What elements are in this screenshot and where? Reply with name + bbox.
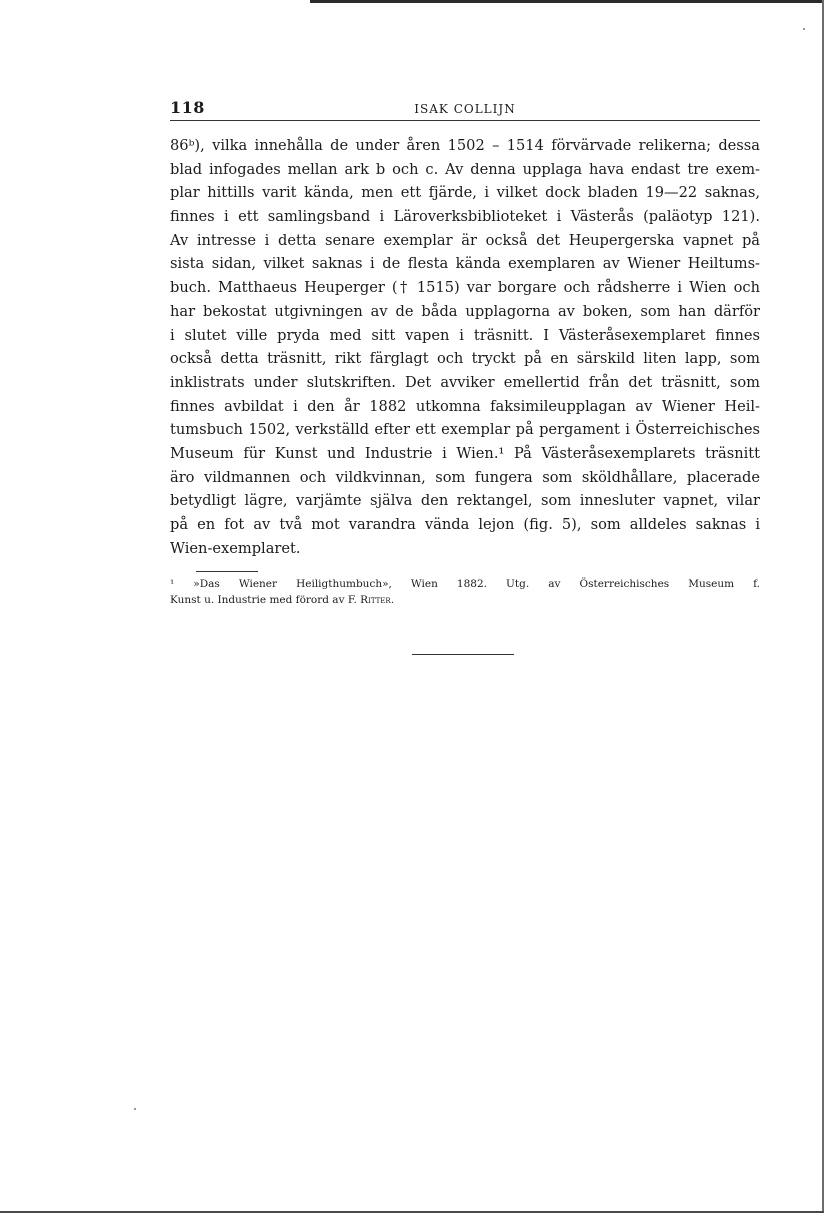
footnote-rule [196, 571, 258, 572]
text-line: inklistrats under slutskriften. Det avviker emellertid från det träsnitt, som [170, 373, 760, 391]
scan-speck [803, 28, 805, 30]
text-line: finnes i ett samlingsband i Läroverksbiblioteket i Västerås (paläotyp 121). [170, 208, 760, 226]
text-line: äro vildmannen och vildkvinnan, som fungera som sköldhållare, placerade [170, 468, 760, 486]
scan-border-top [310, 0, 824, 3]
page-header [170, 96, 760, 122]
text-line: buch. Matthaeus Heuperger († 1515) var borgare och rådsherre i Wien och [170, 279, 760, 297]
text-line: Wien-exemplaret. [170, 539, 301, 557]
text-line: på en fot av två mot varandra vända lejon (fig. 5), som alldeles saknas i [170, 516, 760, 533]
text-line: i slutet ville pryda med sitt vapen i träsnitt. I Västeråsexemplaret finnes [170, 326, 760, 344]
text-line: finnes avbildat i den år 1882 utkomna faksimileupplagan av Wiener Heil- [170, 397, 760, 415]
text-line: har bekostat utgivningen av de båda upplagorna av boken, som han därför [170, 302, 760, 320]
text-line: tumsbuch 1502, verkställd efter ett exemplar på pergament i Österreichisches [170, 421, 760, 439]
text-line: Museum für Kunst und Industrie i Wien.¹ På Västeråsexemplarets träsnitt [170, 444, 760, 462]
footnote-marker: ¹ [170, 578, 175, 590]
text-line: sista sidan, vilket saknas i de flesta kända exemplaren av Wiener Heiltums- [170, 255, 760, 273]
footnote-period: . [390, 594, 395, 606]
text-line: betydligt lägre, varjämte själva den rektangel, som innesluter vapnet, vilar [170, 492, 760, 510]
footnote-line-1 [170, 576, 760, 592]
header-rule [170, 120, 760, 121]
footnote-text-2: Kunst u. Industrie med förord av F. [170, 594, 361, 606]
text-line: blad infogades mellan ark b och c. Av denna upplaga hava endast tre exem- [170, 160, 760, 178]
scan-speck [134, 1108, 136, 1110]
text-line: 86ᵇ), vilka innehålla de under åren 1502 – 1514 förvärvade relikerna; dessa [170, 137, 760, 154]
running-title: ISAK COLLIJN [414, 102, 516, 116]
body-text [170, 134, 760, 560]
footnote-line-2 [170, 592, 760, 608]
text-line: också detta träsnitt, rikt färglagt och tryckt på en särskild liten lapp, som [170, 350, 760, 368]
text-line: Av intresse i detta senare exemplar är också det Heupergerska vapnet på [170, 231, 760, 249]
footnote [170, 576, 760, 608]
page-number: 118 [170, 98, 205, 117]
footnote-author: Ritter [360, 594, 391, 606]
end-rule [412, 654, 514, 655]
footnote-text-1: »Das Wiener Heiligthumbuch», Wien 1882. Utg. av Österreichisches Museum f. [193, 578, 760, 590]
text-line: plar hittills varit kända, men ett fjärde, i vilket dock bladen 19—22 saknas, [170, 184, 760, 202]
